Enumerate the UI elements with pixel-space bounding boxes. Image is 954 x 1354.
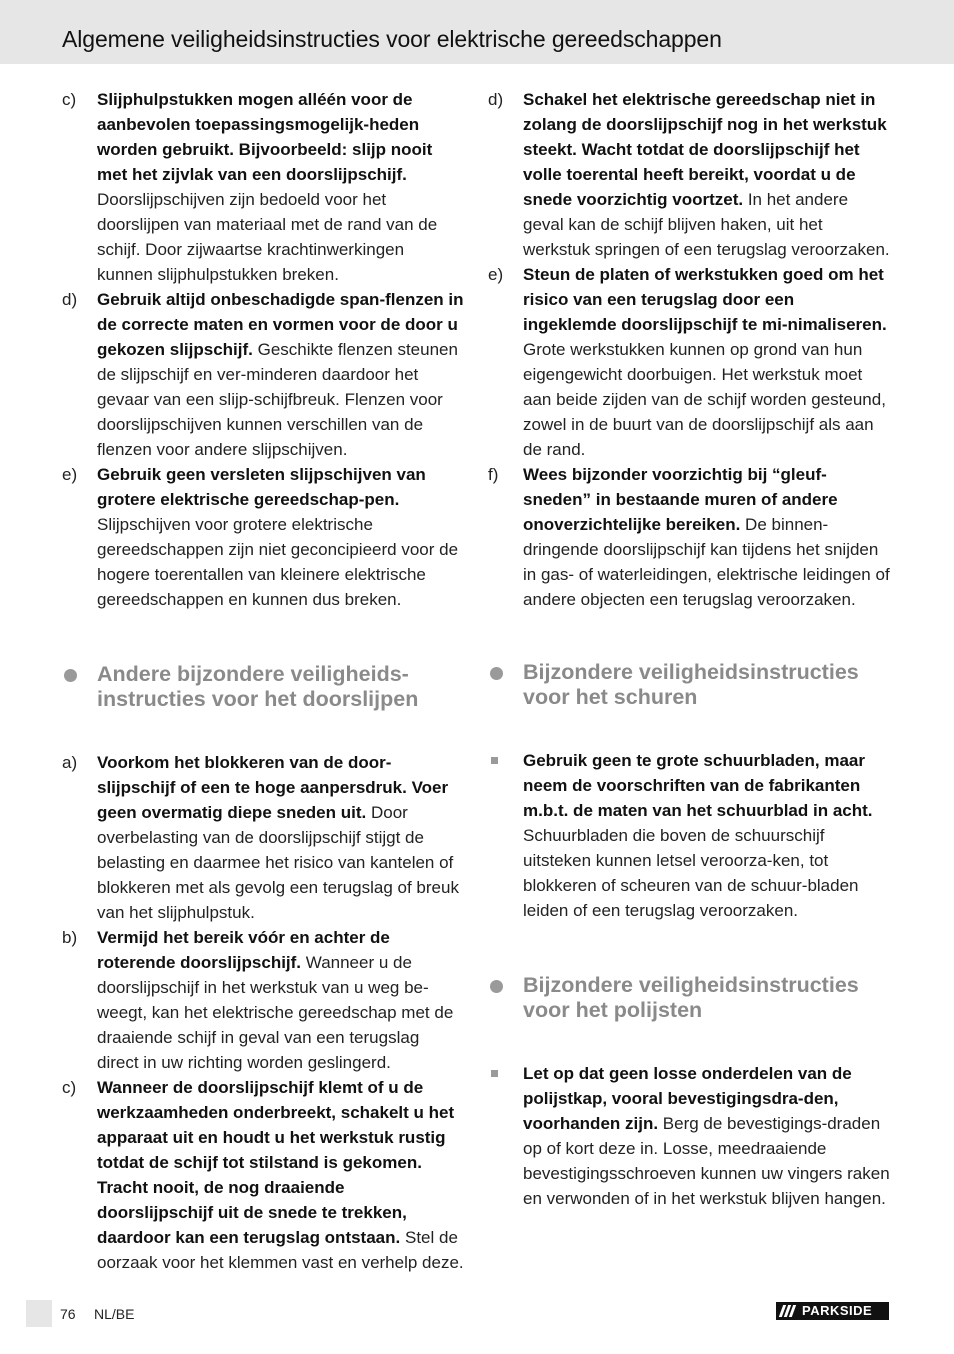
page-number: 76 bbox=[60, 1306, 76, 1322]
item-label: c) bbox=[62, 90, 77, 109]
brand-logo bbox=[776, 1302, 889, 1320]
item-bold-text: Slijphulpstukken mogen alléén voor de aanbevolen toepassingsmogelijk-heden worden gebruikt. Bijvoorbeeld: slijp nooit met het zijvlak van een doorslijpschijf. bbox=[97, 90, 433, 184]
bullet-dot-icon bbox=[490, 980, 503, 993]
item-bold-text: Gebruik geen te grote schuurbladen, maar neem de voorschriften van de fabrikanten m.b.t. de maten van het schuurblad in acht. bbox=[523, 751, 873, 820]
item-text: Doorslijpschijven zijn bedoeld voor het doorslijpen van materiaal met de rand van de schijf. Door zijwaartse krachtinwerkingen kunnen slijphulpstukken breken. bbox=[97, 190, 438, 284]
item-label: b) bbox=[62, 928, 78, 947]
list-item bbox=[488, 748, 890, 923]
item-text: Schuurbladen die boven de schuurschijf uitsteken kunnen letsel veroorza-ken, tot blokkeren of scheuren van de schuur-bladen leiden of een terugslag veroorzaken. bbox=[523, 826, 859, 920]
logo-stripes-icon bbox=[776, 1302, 798, 1320]
list-item bbox=[62, 462, 464, 612]
item-bold-text: Vermijd het bereik vóór en achter de roterende doorslijpschijf. bbox=[97, 928, 390, 972]
item-text: Slijpschijven voor grotere elektrische gereedschappen zijn niet geconcipieerd voor de hogere toerentallen van kleinere elektrische gereedschappen en kunnen dus breken. bbox=[97, 515, 459, 609]
item-bold-text: Wees bijzonder voorzichtig bij “gleuf-sneden” in bestaande muren of andere onoverzichtelijke bereiken. bbox=[523, 465, 838, 534]
list-item bbox=[62, 750, 464, 925]
left-column bbox=[62, 87, 464, 1275]
list-item bbox=[62, 287, 464, 462]
item-label: c) bbox=[62, 1078, 77, 1097]
section-heading-text: Bijzondere veiligheidsinstructies voor het schuren bbox=[523, 660, 859, 709]
item-text: Geschikte flenzen steunen de slijpschijf en ver-minderen daardoor het gevaar van een slijp-schijfbreuk. Flenzen voor doorslijpschijven kunnen verschillen van de flenzen voor andere slijpschijven. bbox=[97, 340, 458, 459]
list-item bbox=[62, 925, 464, 1075]
language-code: NL/BE bbox=[94, 1306, 135, 1322]
footer-marker bbox=[26, 1300, 52, 1327]
item-label: d) bbox=[488, 90, 504, 109]
square-bullet-icon bbox=[491, 757, 498, 764]
list-item bbox=[62, 87, 464, 287]
brand-name: PARKSIDE bbox=[802, 1303, 873, 1318]
item-label: a) bbox=[62, 753, 78, 772]
section-heading-polijsten bbox=[488, 973, 890, 1023]
section-heading-doorslijpen bbox=[62, 662, 464, 712]
bullet-dot-icon bbox=[490, 667, 503, 680]
section-heading-schuren bbox=[488, 660, 890, 710]
item-text: De binnen-dringende doorslijpschijf kan tijdens het snijden in gas- of waterleidingen, elektrische leidingen of andere objecten een terugslag veroorzaken. bbox=[523, 515, 890, 609]
page-title: Algemene veiligheidsinstructies voor elektrische gereedschappen bbox=[62, 26, 722, 52]
section-heading-text: Andere bijzondere veiligheids-instructies voor het doorslijpen bbox=[97, 662, 419, 711]
item-text: Berg de bevestigings-draden op of kort deze in. Losse, meedraaiende bevestigingsschroeven kunnen uw vingers raken en verwonden of in het werkstuk blijven hangen. bbox=[523, 1114, 890, 1208]
item-label: e) bbox=[62, 465, 78, 484]
item-bold-text: Wanneer de doorslijpschijf klemt of u de werkzaamheden onderbreekt, schakelt u het apparaat uit en houdt u het werkstuk rustig totdat de schijf tot stilstand is gekomen. Tracht nooit, de nog draaiende doorslijpschijf uit de snede te trekken, daardoor kan een terugslag ontstaan. bbox=[97, 1078, 455, 1247]
list-item bbox=[62, 1075, 464, 1275]
list-item bbox=[488, 262, 890, 462]
item-text: Grote werkstukken kunnen op grond van hun eigengewicht doorbuigen. Het werkstuk moet aan beide zijden van de schijf worden gesteund, zowel in de buurt van de doorslijpschijf als aan de rand. bbox=[523, 340, 886, 459]
item-bold-text: Gebruik geen versleten slijpschijven van grotere elektrische gereedschap-pen. bbox=[97, 465, 426, 509]
section-heading-text: Bijzondere veiligheidsinstructies voor het polijsten bbox=[523, 973, 859, 1022]
item-text: In het andere geval kan de schijf blijven haken, uit het werkstuk springen of een terugslag veroorzaken. bbox=[523, 190, 890, 259]
item-bold-text: Schakel het elektrische gereedschap niet in zolang de doorslijpschijf nog in het werkstuk steekt. Wacht totdat de doorslijpschijf het volle toerental heeft bereikt, voordat u de snede voorzichtig voortzet. bbox=[523, 90, 887, 209]
item-label: d) bbox=[62, 290, 78, 309]
item-text: Wanneer u de doorslijpschijf in het werkstuk van u weg be-weegt, kan het elektrische gereedschap met de draaiende schijf in geval van een terugslag direct in uw richting worden geslingerd. bbox=[97, 953, 454, 1072]
item-label: e) bbox=[488, 265, 504, 284]
item-bold-text: Gebruik altijd onbeschadigde span-flenzen in de correcte maten en vormen voor de door u gekozen slijpschijf. bbox=[97, 290, 464, 359]
list-item bbox=[488, 1061, 890, 1211]
item-label: f) bbox=[488, 465, 499, 484]
page-header bbox=[0, 0, 954, 64]
item-bold-text: Steun de platen of werkstukken goed om het risico van een terugslag door een ingeklemde doorslijpschijf te mi-nimaliseren. bbox=[523, 265, 887, 334]
right-column bbox=[488, 87, 890, 1211]
item-bold-text: Let op dat geen losse onderdelen van de polijstkap, vooral bevestigingsdra-den, voorhanden zijn. bbox=[523, 1064, 852, 1133]
item-text: Stel de oorzaak voor het klemmen vast en verhelp deze. bbox=[97, 1228, 464, 1272]
list-item bbox=[488, 87, 890, 262]
bullet-dot-icon bbox=[64, 669, 77, 682]
item-text: Door overbelasting van de doorslijpschijf stijgt de belasting en daarmee het risico van kantelen of blokkeren met als gevolg een terugslag of breuk van het slijphulpstuk. bbox=[97, 803, 459, 922]
square-bullet-icon bbox=[491, 1070, 498, 1077]
item-bold-text: Voorkom het blokkeren van de door-slijpschijf of een te hoge aanpersdruk. Voer geen overmatig diepe sneden uit. bbox=[97, 753, 449, 822]
list-item bbox=[488, 462, 890, 612]
